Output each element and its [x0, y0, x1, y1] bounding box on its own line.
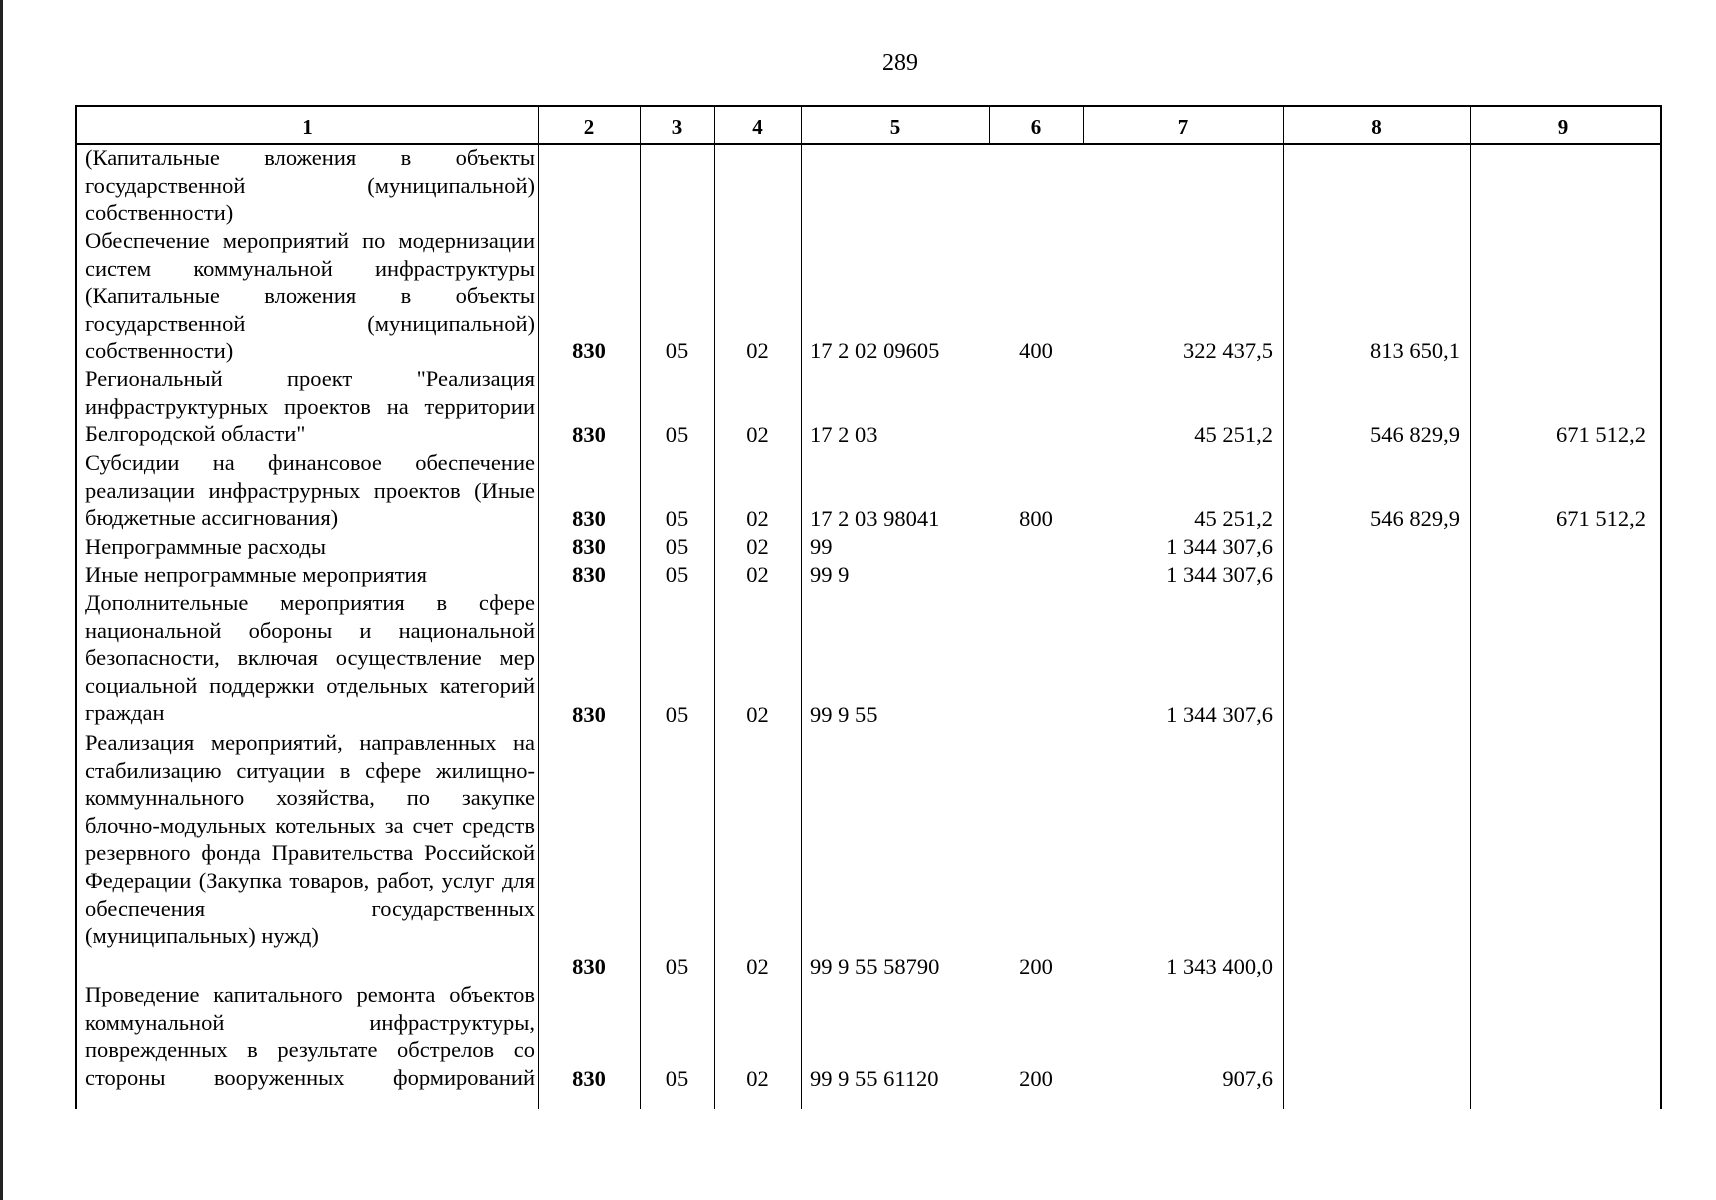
table-row — [77, 729, 1660, 981]
table-row — [77, 981, 1660, 1093]
cell-col2: 830 — [572, 1066, 606, 1092]
cell-col4: 02 — [746, 562, 769, 588]
header-cell: 5 — [889, 115, 901, 139]
cell-col3: 05 — [665, 506, 689, 532]
cell-col5: 17 2 03 — [810, 422, 878, 448]
row-description: Проведение капитального ремонта объектов коммунальной инфраструктуры, поврежденных в результате обстрелов со стороны вооруженных формирований — [85, 982, 535, 1090]
cell-col7: 1 344 307,6 — [1166, 534, 1273, 560]
cell-col7: 45 251,2 — [1194, 506, 1273, 532]
cell-col3: 05 — [665, 954, 689, 980]
cell-col2: 830 — [572, 338, 606, 364]
row-description: Иные непрограммные мероприятия — [85, 562, 427, 587]
cell-col2: 830 — [572, 702, 606, 728]
cell-col6: 200 — [1019, 954, 1053, 980]
cell-col5: 99 9 55 61120 — [810, 1066, 939, 1092]
cell-col7: 1 343 400,0 — [1166, 954, 1273, 980]
cell-col6: 400 — [1019, 338, 1053, 364]
cell-col2: 830 — [572, 954, 606, 980]
cell-col5: 99 9 — [810, 562, 850, 588]
cell-col2: 830 — [572, 422, 606, 448]
cell-col3: 05 — [665, 422, 689, 448]
row-description: Субсидии на финансовое обеспечение реализации инфраструрных проектов (Иные бюджетные ассигнования) — [85, 450, 535, 531]
cell-col7: 1 344 307,6 — [1166, 702, 1273, 728]
table-row — [77, 449, 1660, 533]
cell-col6: 800 — [1019, 506, 1053, 532]
cell-col2: 830 — [572, 534, 606, 560]
cell-col8: 546 829,9 — [1370, 422, 1460, 448]
row-description: Дополнительные мероприятия в сфере национальной обороны и национальной безопасности, включая осуществление мер социальной поддержки отдельных категорий граждан — [85, 590, 535, 726]
page-edge-line — [0, 0, 3, 1200]
table-row — [77, 533, 1660, 561]
cell-col5: 99 9 55 58790 — [810, 954, 940, 980]
cell-col4: 02 — [746, 702, 769, 728]
cell-col6: 200 — [1019, 1066, 1053, 1092]
cell-col4: 02 — [746, 954, 769, 980]
table-row — [77, 589, 1660, 729]
table-header — [77, 107, 1660, 145]
header-cell: 3 — [671, 115, 683, 139]
cell-col4: 02 — [746, 422, 769, 448]
cell-col9: 671 512,2 — [1556, 422, 1646, 448]
header-cell: 8 — [1371, 115, 1382, 139]
table-row — [77, 227, 1660, 365]
cell-col7: 322 437,5 — [1183, 338, 1273, 364]
cell-col5: 99 — [810, 534, 833, 560]
header-cell: 1 — [302, 115, 313, 139]
table-row — [77, 561, 1660, 589]
cell-col4: 02 — [746, 506, 769, 532]
table-row — [77, 144, 1660, 227]
cell-col4: 02 — [746, 338, 769, 364]
row-description: Региональный проект "Реализация инфраструктурных проектов на территории Белгородской области" — [85, 366, 535, 447]
row-description: Непрограммные расходы — [85, 534, 326, 559]
cell-col2: 830 — [572, 506, 606, 532]
cell-col7: 1 344 307,6 — [1166, 562, 1273, 588]
cell-col3: 05 — [665, 702, 689, 728]
row-description: Обеспечение мероприятий по модернизации систем коммунальной инфраструктуры (Капитальные вложения в объекты государственной (муниципальной) собственности) — [85, 228, 535, 364]
budget-table — [75, 105, 1662, 1109]
cell-col9: 671 512,2 — [1556, 506, 1646, 532]
cell-col3: 05 — [665, 1066, 689, 1092]
cell-col2: 830 — [572, 562, 606, 588]
table-row — [77, 365, 1660, 449]
header-cell: 7 — [1177, 115, 1189, 139]
header-cell: 6 — [1030, 115, 1042, 139]
cell-col3: 05 — [665, 338, 689, 364]
header-cell: 4 — [752, 115, 763, 139]
cell-col8: 546 829,9 — [1370, 506, 1460, 532]
cell-col4: 02 — [746, 534, 769, 560]
cell-col5: 99 9 55 — [810, 702, 878, 728]
header-cell: 9 — [1557, 115, 1569, 139]
cell-col5: 17 2 02 09605 — [810, 338, 940, 364]
header-cell: 2 — [583, 115, 595, 139]
cell-col7: 45 251,2 — [1194, 422, 1273, 448]
page-number: 289 — [882, 50, 918, 76]
cell-col3: 05 — [665, 562, 689, 588]
row-description: Реализация мероприятий, направленных на стабилизацию ситуации в сфере жилищно-коммуннального хозяйства, по закупке блочно-модульных котельных за счет средств резервного фонда Правительства Российской Федерации (Закупка товаров, работ, услуг для обеспечения государственных (муниципальных) нужд) — [85, 730, 535, 949]
cell-col5: 17 2 03 98041 — [810, 506, 940, 532]
cell-col8: 813 650,1 — [1370, 338, 1460, 364]
cell-col3: 05 — [665, 534, 689, 560]
cell-col4: 02 — [746, 1066, 769, 1092]
row-description: (Капитальные вложения в объекты государственной (муниципальной) собственности) — [85, 145, 535, 226]
cell-col7: 907,6 — [1222, 1066, 1273, 1092]
